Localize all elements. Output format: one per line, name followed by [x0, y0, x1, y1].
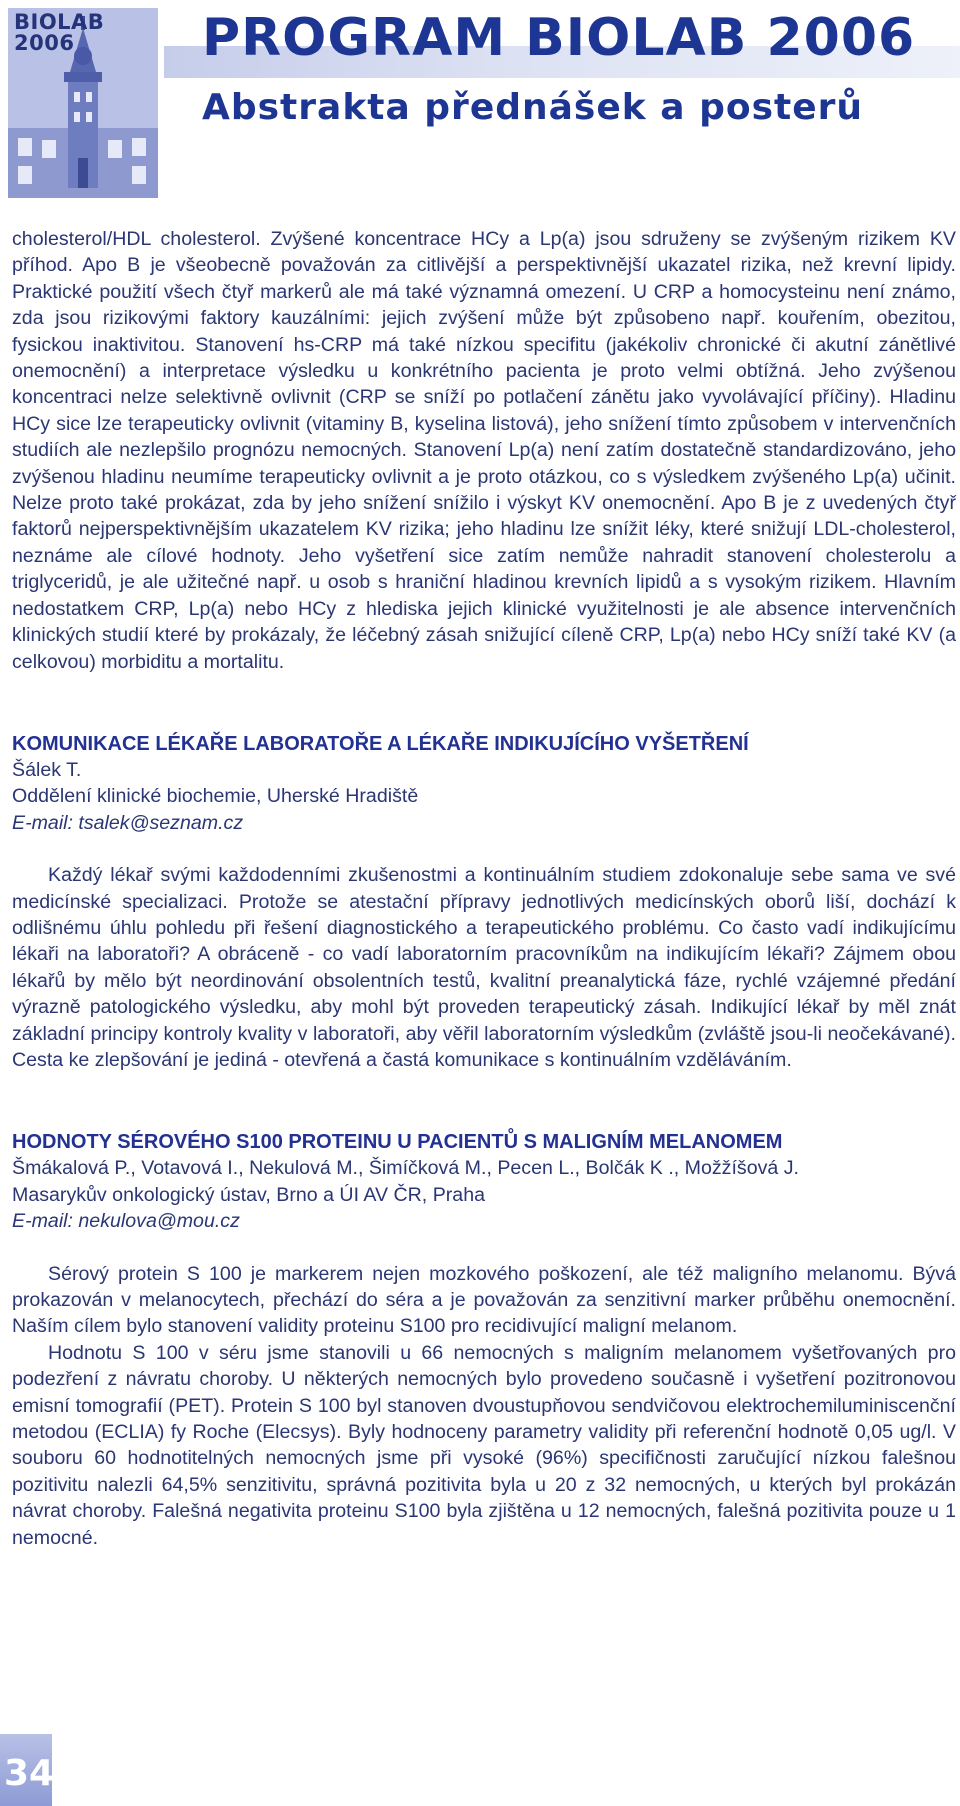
logo-line-1: BIOLAB — [14, 10, 105, 34]
section-authors: Šálek T. — [12, 758, 82, 781]
page-number-box — [0, 1734, 55, 1806]
section-title: KOMUNIKACE LÉKAŘE LABORATOŘE A LÉKAŘE INDIKUJÍCÍHO VYŠETŘENÍ — [12, 732, 749, 755]
biolab-logo — [8, 8, 158, 198]
section-email: E-mail: nekulova@mou.cz — [12, 1210, 240, 1233]
logo-line-2: 2006 — [14, 31, 75, 55]
page-subtitle: Abstrakta přednášek a posterů — [202, 87, 864, 128]
abstract-body — [12, 862, 956, 1073]
page-header — [0, 0, 960, 200]
section-affiliation: Oddělení klinické biochemie, Uherské Hradiště — [12, 785, 419, 808]
logo-text — [14, 12, 104, 54]
abstract-body — [12, 1261, 956, 1551]
intro-paragraph: cholesterol/HDL cholesterol. Zvýšené koncentrace HCy a Lp(a) jsou sdruženy se zvýšeným rizikem KV příhod. Apo B je všeobecně považován za citlivější a perspektivnější ukazatel rizika, než krevní lipidy. Praktické použití všech čtyř markerů ale má také významná omezení. U CRP a homocysteinu není známo, zda jsou rizikovými faktory kauzálními: jejich zvýšení může být způsobeno např. kouřením, obezitou, fysickou inaktivitou. Stanovení hs-CRP má také nízkou specifitu (jakékoliv chronické či akutní zánětlivé onemocnění) a interpretace výsledku u konkrétního pacienta je proto velmi obtížná. Jeho zvýšenou koncentraci nelze selektivně ovlivnit (CRP se sníží po potlačení zánětu jako vyvolávající příčiny). Hladinu HCy sice lze terapeuticky ovlivnit (vitaminy B, kyselina listová), jeho snížení tímto způsobem v intervenčních studiích ale nezlepšilo prognózu nemocných. Stanovení Lp(a) není zatím dostatečně standardizováno, jeho zvýšenou hladinu neumíme terapeuticky ovlivnit a je proto otázkou, co s výsledkem zvýšeného Lp(a) učinit. Nelze proto také prokázat, zda by jeho snížení snížilo i výskyt KV onemocnění. Apo B je z uvedených čtyř faktorů nejperspektivnějším ukazatelem KV rizika; jeho hladinu lze snížit léky, které snižují LDL-cholesterol, neznáme ale cílové hodnoty. Jeho vyšetření sice zatím nemůže nahradit stanovení cholesterolu a triglyceridů, je ale užitečné např. u osob s hraniční hladinou krevních lipidů a s vysokým rizikem. Hlavním nedostatkem CRP, Lp(a) nebo HCy z hlediska jejich klinické využitelnosti je ale absence intervenčních klinických studií které by prokázaly, že léčebný zásah snižující cíleně CRP, Lp(a) nebo HCy sníží také KV (a celkovou) morbiditu a mortalitu. — [12, 228, 956, 673]
abstract-paragraph: Sérový protein S 100 je markerem nejen mozkového poškození, ale též maligního melanomu. Bývá prokazován v melanocytech, přechází do séra a je považován za senzitivní marker průběhu onemocnění. Naším cílem bylo stanovení validity proteinu S100 pro recidivující maligní melanom. — [12, 1262, 956, 1338]
page-number: 34 — [4, 1753, 55, 1794]
section-authors: Šmákalová P., Votavová I., Nekulová M., Šimíčková M., Pecen L., Bolčák K ., Možžíšová J. — [12, 1157, 799, 1180]
abstract-section-1 — [12, 731, 956, 1073]
abstract-paragraph: Hodnotu S 100 v séru jsme stanovili u 66 nemocných s maligním melanomem vyšetřovaných pro podezření z návratu choroby. U některých nemocných bylo provedeno současně i vyšetření pozitronovou emisní tomografií (PET). Protein S 100 byl stanoven dvoustupňovou sendvičovou elektrochemiluminiscenční metodou (ECLIA) fy Roche (Elecsys). Byly hodnoceny parametry validity při referenční hodnotě 0,05 ug/l. V souboru 60 hodnotitelných nemocných jsme při vysoké (96%) specifičnosti zaručující nízkou falešnou pozitivitu nalezli 64,5% senzitivitu, správná pozitivita byla u 20 z 32 nemocných, u kterých byl prokázán návrat choroby. Falešná negativita proteinu S100 byla zjištěna u 12 nemocných, falešná pozitivita pouze u 1 nemocné. — [12, 1341, 956, 1549]
section-email: E-mail: tsalek@seznam.cz — [12, 811, 244, 834]
abstract-section-2 — [12, 1129, 956, 1551]
section-title: HODNOTY SÉROVÉHO S100 PROTEINU U PACIENTŮ S MALIGNÍM MELANOMEM — [12, 1131, 783, 1154]
main-content — [12, 226, 956, 1551]
page-title: PROGRAM BIOLAB 2006 — [202, 8, 916, 68]
section-affiliation: Masarykův onkologický ústav, Brno a ÚI AV ČR, Praha — [12, 1183, 485, 1206]
abstract-paragraph: Každý lékař svými každodenními zkušenostmi a kontinuálním studiem zdokonaluje sebe sama ve své medicínské specializaci. Protože se atestační přípravy jednotlivých medicínských oborů liší, dochází k odlišnému úhlu pohledu při řešení diagnostického a terapeutického problému. Co často vadí indikujícímu lékaři na laboratoři? A obráceně - co vadí laboratorním pracovníkům na indikujícím lékaři? Zájmem obou lékařů by mělo být neordinování obsolentních testů, kvalitní preanalytická fáze, rychlé vzájemné předání výrazně patologického výsledku, aby mohl být proveden terapeutický zásah. Indikující lékař by měl znát základní principy kontroly kvality v laboratoři, aby věřil laboratorním výsledkům (zvláště jsou-li neočekávané). Cesta ke zlepšování je jediná - otevřená a častá komunikace s kontinuálním vzděláváním. — [12, 864, 956, 1071]
